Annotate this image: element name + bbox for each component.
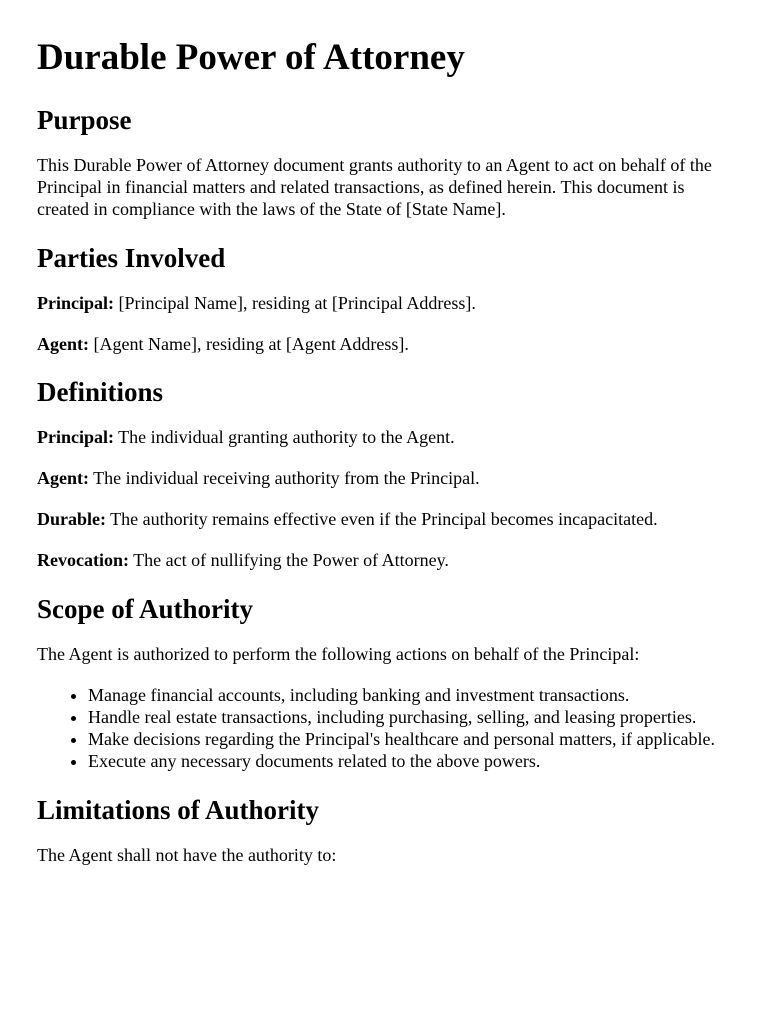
definition-text: The individual granting authority to the Agent. (114, 427, 455, 447)
definitions-heading: Definitions (37, 377, 164, 407)
definition-text: The act of nullifying the Power of Attorney. (128, 550, 449, 570)
parties-agent-text: [Agent Name], residing at [Agent Address]. (89, 334, 409, 354)
definition-term: Principal: (37, 427, 114, 447)
scope-list (37, 684, 733, 772)
definition-item (37, 426, 733, 448)
limitations-intro: The Agent shall not have the authority to: (37, 845, 337, 865)
definition-term: Agent: (37, 468, 89, 488)
parties-principal-label: Principal: (37, 293, 114, 313)
definition-term: Revocation: (37, 550, 129, 570)
parties-agent-label: Agent: (37, 334, 89, 354)
parties-principal-text: [Principal Name], residing at [Principal Address]. (114, 293, 476, 313)
definition-text: The authority remains effective even if the Principal becomes incapacitated. (106, 509, 658, 529)
definition-item (37, 508, 733, 530)
parties-agent (37, 333, 733, 355)
list-item: • Execute any necessary documents related to the above powers. (88, 750, 733, 772)
purpose-text: This Durable Power of Attorney document grants authority to an Agent to act on behalf of the Principal in financial matters and related transactions, as defined herein. This document is created in compliance with the laws of the State of [State Name]. (37, 155, 712, 219)
parties-heading: Parties Involved (37, 243, 226, 273)
document-title: Durable Power of Attorney (37, 37, 465, 78)
scope-heading: Scope of Authority (37, 594, 253, 624)
limitations-heading: Limitations of Authority (37, 795, 320, 825)
definition-text: The individual receiving authority from the Principal. (89, 468, 480, 488)
definition-item (37, 467, 733, 489)
definition-item (37, 549, 733, 571)
parties-principal (37, 292, 733, 314)
list-item: • Make decisions regarding the Principal's healthcare and personal matters, if applicable. (88, 728, 733, 750)
definition-term: Durable: (37, 509, 106, 529)
purpose-heading: Purpose (37, 105, 132, 135)
list-item: • Handle real estate transactions, including purchasing, selling, and leasing properties. (88, 706, 733, 728)
list-item: • Manage financial accounts, including banking and investment transactions. (88, 684, 733, 706)
scope-intro: The Agent is authorized to perform the following actions on behalf of the Principal: (37, 644, 640, 664)
